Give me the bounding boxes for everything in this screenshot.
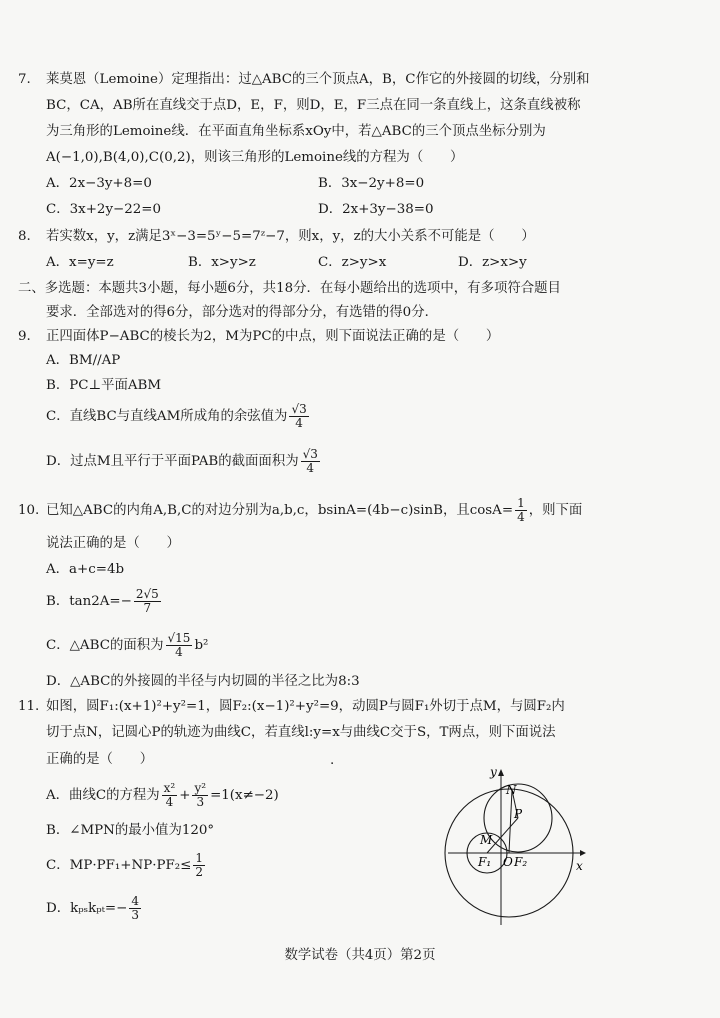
q10-option-c-den: 4 [175, 645, 183, 659]
page-footer: 数学试卷（共4页）第2页 [284, 948, 436, 963]
q9-option-a: A．BM//AP [46, 353, 121, 368]
q9-line: 正四面体P−ABC的棱长为2，M为PC的中点，则下面说法正确的是（ ） [46, 329, 500, 344]
q7-line-3: 为三角形的Lemoine线．在平面直角坐标系xOy中，若△ABC的三个顶点坐标分别为 [46, 124, 546, 139]
q10-line-2: 说法正确的是（ ） [46, 536, 180, 551]
q11-option-d-text: D．kₚₛkₚₜ=− [46, 901, 128, 916]
q11-stray-dot: . [330, 753, 335, 768]
q10-option-c-fraction [166, 632, 193, 659]
label-m: M [480, 833, 493, 847]
q11-line-2: 切于点N，记圆心P的轨迹为曲线C，若直线l:y=x与曲线C交于S，T两点，则下面说法 [46, 725, 556, 740]
q7-option-b: B．3x−2y+8=0 [318, 176, 425, 191]
q11-option-d-fraction [129, 895, 141, 922]
q8-option-b: B．x>y>z [188, 255, 256, 270]
q11-option-d-den: 3 [131, 908, 139, 922]
section2-subheading: 要求．全部选对的得6分，部分选对的得部分分，有选错的得0分． [46, 305, 438, 320]
q9-option-d-fraction [301, 448, 320, 475]
q10-option-b-fraction [134, 588, 161, 615]
q11-option-a-den-1: 4 [165, 795, 174, 809]
q11-option-d-num: 4 [131, 894, 139, 908]
q10-option-b [46, 587, 163, 617]
q11-option-a-frac-1 [162, 782, 178, 809]
y-axis-arrow [498, 769, 504, 776]
q8-option-a: A．x=y=z [46, 255, 114, 270]
q8-line: 若实数x，y，z满足3ˣ−3=5ʸ−5=7ᶻ−7，则x，y，z的大小关系不可能是（ ） [46, 229, 535, 244]
q9-option-c-text: C．直线BC与直线AM所成角的余弦值为 [46, 409, 288, 424]
q11-option-a [46, 780, 279, 812]
q10-option-b-num: 2√5 [135, 587, 159, 601]
q11-option-a-plus: + [179, 788, 191, 803]
q7-option-c: C．3x+2y−22=0 [46, 202, 162, 217]
q10-cos-num: 1 [517, 496, 525, 510]
q11-option-a-text: A．曲线C的方程为 [46, 788, 160, 803]
q11-option-c-den: 2 [195, 865, 204, 879]
q11-line-1: 如图，圆F₁:(x+1)²+y²=1，圆F₂:(x−1)²+y²=9，动圆P与圆F₁外切于点M，与圆F₂内 [46, 699, 565, 714]
label-x: x [576, 859, 583, 873]
q11-number: 11. [18, 699, 40, 714]
q9-option-d-num: √3 [302, 447, 318, 461]
q10-option-c [46, 631, 208, 661]
q11-option-c [46, 850, 207, 882]
q9-option-d-den: 4 [306, 461, 315, 475]
q9-option-c [46, 402, 311, 432]
q11-option-a-frac-2 [192, 782, 208, 809]
q11-option-a-den-2: 3 [196, 795, 205, 809]
x-axis-arrow [580, 850, 586, 856]
q10-option-d: D．△ABC的外接圆的半径与内切圆的半径之比为8:3 [46, 674, 360, 689]
q11-option-c-text: C．MP·PF₁+NP·PF₂≤ [46, 858, 192, 873]
label-o: O [503, 855, 513, 869]
q11-option-b: B．∠MPN的最小值为120° [46, 823, 215, 838]
q10-option-b-text: B．tan2A=− [46, 594, 132, 609]
q10-cos-fraction [515, 497, 527, 524]
q8-option-d: D．z>x>y [458, 255, 527, 270]
q7-line-2: BC，CA，AB所在直线交于点D，E，F，则D，E，F三点在同一条直线上，这条直线被称 [46, 98, 581, 113]
q10-option-c-tail: b² [194, 638, 209, 653]
q9-option-c-num: √3 [291, 402, 307, 416]
q7-line-4: A(−1,0),B(4,0),C(0,2)，则该三角形的Lemoine线的方程为（ ） [46, 150, 464, 165]
q11-option-d [46, 893, 143, 925]
segment-f2-n [509, 790, 512, 853]
q10-cos-den: 4 [517, 510, 525, 524]
label-y: y [490, 765, 497, 779]
q8-option-c: C．z>y>x [318, 255, 387, 270]
label-f2: F₂ [514, 855, 528, 869]
label-n: N [506, 783, 517, 797]
q9-option-c-fraction [289, 403, 308, 430]
q10-line-1 [46, 496, 582, 526]
q7-option-d: D．2x+3y−38=0 [318, 202, 434, 217]
q10-option-c-num: √15 [167, 631, 191, 645]
label-f1: F₁ [478, 855, 492, 869]
label-p: P [514, 807, 523, 821]
q11-option-a-num-1: x² [163, 781, 176, 795]
q9-option-d-text: D．过点M且平行于平面PAB的截面面积为 [46, 454, 299, 469]
q11-option-a-num-2: y² [194, 781, 207, 795]
q8-number: 8. [18, 229, 31, 244]
q10-option-c-text: C．△ABC的面积为 [46, 638, 164, 653]
q10-option-b-den: 7 [143, 601, 152, 615]
q11-option-a-tail: =1(x≠−2) [210, 788, 279, 803]
q10-number: 10. [18, 503, 40, 518]
q10-line-1-text: 已知△ABC的内角A,B,C的对边分别为a,b,c，bsinA=(4b−c)sinB，且cosA= [46, 503, 514, 518]
q7-number: 7. [18, 72, 31, 87]
q9-number: 9. [18, 329, 31, 344]
q7-option-a: A．2x−3y+8=0 [46, 176, 152, 191]
section2-heading: 二、多选题：本题共3小题，每小题6分，共18分．在每小题给出的选项中，有多项符合题目 [18, 281, 561, 296]
q11-option-c-num: 1 [195, 851, 204, 865]
q10-option-a: A．a+c=4b [46, 562, 125, 577]
q10-line-1-tail: ，则下面 [528, 503, 583, 518]
q11-option-c-fraction [193, 852, 205, 879]
q11-line-3: 正确的是（ ） [46, 752, 154, 767]
q9-option-c-den: 4 [295, 416, 303, 430]
q7-line-1: 莱莫恩（Lemoine）定理指出：过△ABC的三个顶点A，B，C作它的外接圆的切线，分别和 [46, 72, 590, 87]
q11-figure [440, 760, 600, 930]
q9-option-b: B．PC⊥平面ABM [46, 378, 162, 393]
q9-option-d [46, 447, 322, 477]
